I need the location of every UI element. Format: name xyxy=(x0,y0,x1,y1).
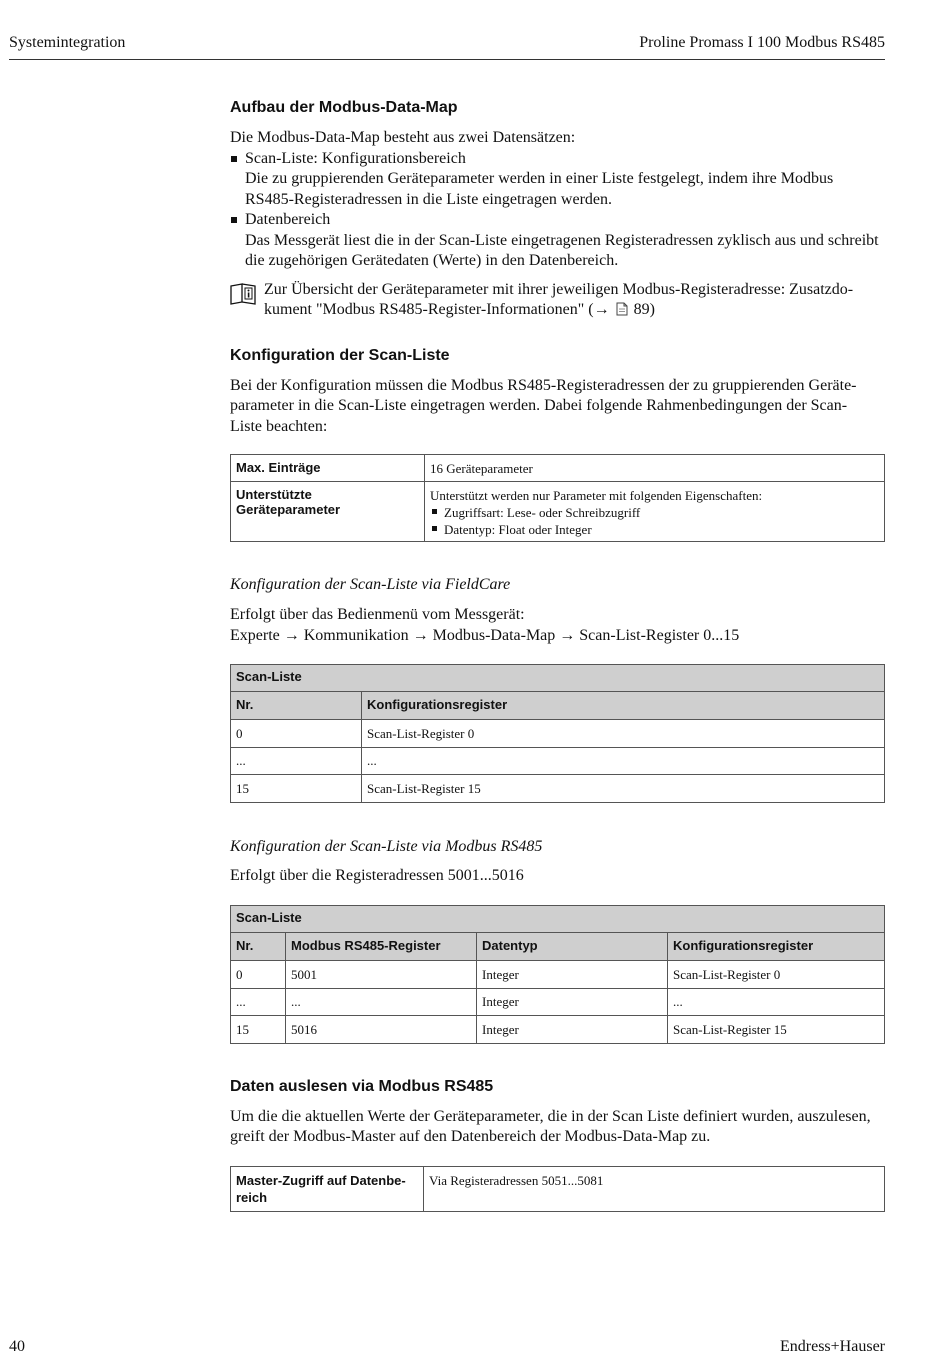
table-row xyxy=(231,960,885,988)
table-value-cell: 16 Geräteparameter xyxy=(425,455,885,482)
table-cell: Scan-List-Register 0 xyxy=(668,960,885,988)
column-header: Nr. xyxy=(231,932,286,960)
daten-auslesen-text xyxy=(230,1107,885,1148)
header-section-title: Systemintegration xyxy=(9,34,126,51)
column-header: Konfigurationsregister xyxy=(668,932,885,960)
paragraph-line: Bei der Konfiguration müssen die Modbus RS485-Registeradressen der zu gruppierenden Geräte- xyxy=(230,376,857,394)
subheading-modbus: Konfiguration der Scan-Liste via Modbus RS485 xyxy=(230,838,543,855)
cell-text: Unterstützt werden nur Parameter mit folgenden Eigenschaften: xyxy=(430,488,763,503)
note-page-link[interactable]: 89) xyxy=(633,301,655,318)
fieldcare-text: Erfolgt über das Bedienmenü vom Messgerät: xyxy=(230,606,525,623)
page-header xyxy=(9,31,885,60)
book-info-icon xyxy=(229,282,257,306)
table-cell: 0 xyxy=(231,960,286,988)
paragraph-line: Liste beachten: xyxy=(230,417,328,435)
table-cell: ... xyxy=(286,988,477,1015)
menu-path-item: Experte xyxy=(230,626,280,644)
cell-list-item: Datentyp: Float oder Integer xyxy=(430,521,879,538)
table-row xyxy=(231,455,885,482)
menu-path-item: Modbus-Data-Map xyxy=(432,626,556,644)
table-row xyxy=(231,482,885,542)
table-cell: Integer xyxy=(477,960,668,988)
table-header-row xyxy=(231,692,885,720)
list-item-title: Scan-Liste: Konfigurationsbereich xyxy=(245,149,466,167)
table-row xyxy=(231,720,885,748)
table-label-cell xyxy=(231,1166,424,1211)
table-header-row xyxy=(231,932,885,960)
table-label-cell: Unterstützte Geräteparameter xyxy=(231,482,425,542)
scan-liste-fieldcare-table xyxy=(230,664,885,803)
menu-path xyxy=(230,626,885,647)
paragraph-line: greift der Modbus-Master auf den Datenbereich der Modbus-Data-Map zu. xyxy=(230,1128,711,1145)
intro-text: Die Modbus-Data-Map besteht aus zwei Datensätzen: xyxy=(230,129,576,146)
arrow-right-icon: → xyxy=(283,626,300,644)
header-product-title: Proline Promass I 100 Modbus RS485 xyxy=(639,34,885,51)
list-item-title: Datenbereich xyxy=(245,211,331,228)
table-value-cell: Via Registeradressen 5051...5081 xyxy=(424,1166,885,1211)
modbus-text: Erfolgt über die Registeradressen 5001...5016 xyxy=(230,867,524,884)
scan-liste-modbus-table xyxy=(230,905,885,1044)
document-icon xyxy=(616,302,628,316)
table-row xyxy=(231,1166,885,1211)
table-cell: 5016 xyxy=(286,1015,477,1043)
konfiguration-text xyxy=(230,376,885,438)
info-note xyxy=(230,280,885,321)
table-cell: Scan-List-Register 15 xyxy=(362,775,885,803)
note-reference-text: kument "Modbus RS485-Register-Informationen" (→ xyxy=(264,301,610,318)
list-item xyxy=(230,210,885,272)
heading-konfiguration: Konfiguration der Scan-Liste xyxy=(230,346,450,364)
note-text: Zur Übersicht der Geräteparameter mit ihrer jeweiligen Modbus-Registeradresse: Zusatzdo- xyxy=(264,280,854,298)
scan-liste-conditions-table xyxy=(230,454,885,542)
master-access-table xyxy=(230,1166,885,1212)
table-title: Scan-Liste xyxy=(231,665,885,692)
table-label-cell: Max. Einträge xyxy=(231,455,425,482)
table-value-cell xyxy=(425,482,885,542)
column-header: Datentyp xyxy=(477,932,668,960)
table-cell: Scan-List-Register 15 xyxy=(668,1015,885,1043)
table-cell: ... xyxy=(231,748,362,775)
cell-text: reich xyxy=(236,1189,268,1205)
table-cell: ... xyxy=(362,748,885,775)
note-text-2 xyxy=(264,300,885,321)
table-cell: ... xyxy=(231,988,286,1015)
paragraph-line: Um die die aktuellen Werte der Geräteparameter, die in der Scan Liste definiert wurden, auszulesen, xyxy=(230,1107,871,1125)
subheading-fieldcare: Konfiguration der Scan-Liste via FieldCare xyxy=(230,576,511,593)
column-header: Nr. xyxy=(231,692,362,720)
heading-daten-auslesen: Daten auslesen via Modbus RS485 xyxy=(230,1077,494,1095)
table-title-row xyxy=(231,905,885,932)
table-cell: Integer xyxy=(477,1015,668,1043)
page-number: 40 xyxy=(9,1338,25,1355)
cell-text: Master-Zugriff auf Datenbe- xyxy=(236,1172,406,1188)
brand-name: Endress+Hauser xyxy=(780,1338,885,1355)
table-cell: 0 xyxy=(231,720,362,748)
table-cell: Integer xyxy=(477,988,668,1015)
main-content xyxy=(230,98,885,1212)
table-row xyxy=(231,748,885,775)
table-cell: Scan-List-Register 0 xyxy=(362,720,885,748)
list-item-text: die zugehörigen Gerätedaten (Werte) in den Datenbereich. xyxy=(245,252,619,269)
table-cell: 15 xyxy=(231,1015,286,1043)
table-row xyxy=(231,988,885,1015)
heading-aufbau: Aufbau der Modbus-Data-Map xyxy=(230,99,458,116)
list-item-text: RS485-Registeradressen in die Liste eingetragen werden. xyxy=(245,190,612,208)
paragraph-line: parameter in die Scan-Liste eingetragen werden. Dabei folgende Rahmenbedingungen der Scan- xyxy=(230,397,848,414)
list-item xyxy=(230,149,885,211)
column-header: Konfigurationsregister xyxy=(362,692,885,720)
list-item-text: Das Messgerät liest die in der Scan-Liste eingetragenen Registeradressen zyklisch aus und schreibt xyxy=(245,231,879,249)
table-title: Scan-Liste xyxy=(231,905,885,932)
list-item-text: Die zu gruppierenden Geräteparameter werden in einer Liste festgelegt, indem ihre Modbus xyxy=(245,170,834,187)
menu-path-item: Scan-List-Register 0...15 xyxy=(579,626,740,644)
table-cell: 5001 xyxy=(286,960,477,988)
menu-path-item: Kommunikation xyxy=(303,626,409,644)
table-row xyxy=(231,775,885,803)
table-cell: ... xyxy=(668,988,885,1015)
table-row xyxy=(231,1015,885,1043)
arrow-right-icon: → xyxy=(412,626,429,644)
table-cell: 15 xyxy=(231,775,362,803)
column-header: Modbus RS485-Register xyxy=(286,932,477,960)
cell-list-item: Zugriffsart: Lese- oder Schreibzugriff xyxy=(430,504,879,521)
arrow-right-icon: → xyxy=(559,626,576,644)
table-title-row xyxy=(231,665,885,692)
